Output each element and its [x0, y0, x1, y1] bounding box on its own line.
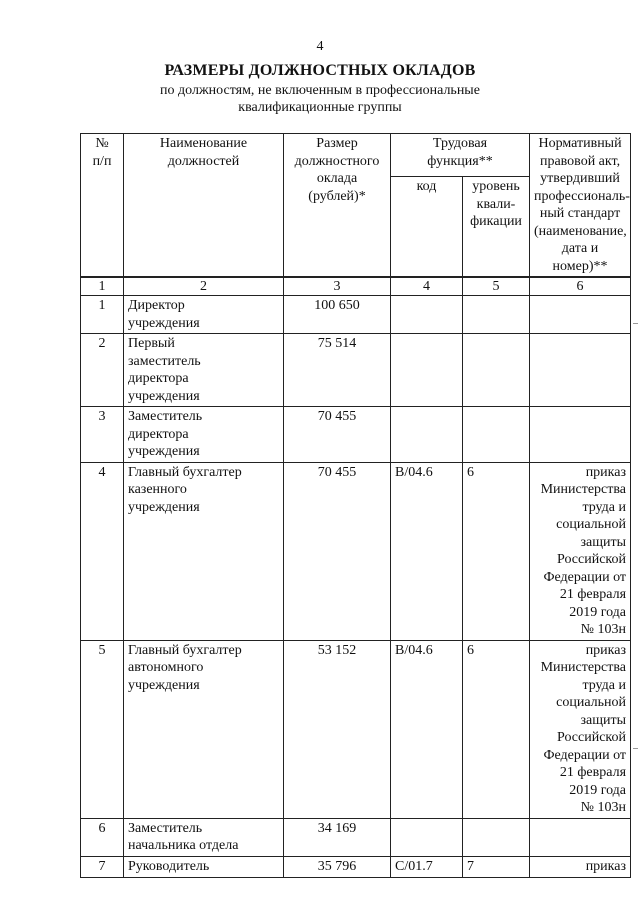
header-num [81, 134, 124, 278]
normative-act [530, 296, 631, 334]
cell-line: приказ [585, 858, 627, 874]
cell-line: защиты [580, 534, 627, 550]
header-labor-function [391, 134, 530, 177]
row-number: 1 [81, 296, 124, 334]
cell-line: Главный бухгалтер [128, 464, 242, 480]
cell-line: 21 февраля [559, 587, 627, 602]
normative-act [530, 818, 631, 856]
table-row [81, 818, 631, 856]
cell-line: квали- [476, 196, 516, 212]
cell-line: приказ [585, 464, 627, 480]
margin-mark [633, 748, 638, 749]
salary-value: 70 455 [284, 407, 391, 463]
qualification-level [463, 296, 530, 334]
header-normative-act [530, 134, 631, 278]
cell-line: учреждения [128, 388, 200, 404]
position-name [124, 640, 284, 818]
normative-act [530, 856, 631, 877]
position-name [124, 462, 284, 640]
function-code [391, 334, 463, 407]
cell-line: учреждения [128, 444, 200, 459]
table-row [81, 334, 631, 407]
column-number-row [81, 277, 631, 296]
row-number: 4 [81, 462, 124, 640]
cell-line: Российской [557, 552, 627, 567]
col-number: 6 [530, 277, 631, 296]
header-name [124, 134, 284, 278]
cell-line: труда и [582, 499, 627, 515]
cell-line: казенного [128, 482, 187, 497]
qualification-level [463, 818, 530, 856]
cell-line: Размер [316, 136, 358, 151]
cell-line: (рублей)* [308, 188, 366, 204]
cell-line: Федерации от [543, 747, 627, 763]
cell-line: труда и [582, 677, 627, 693]
cell-line: заместитель [128, 353, 201, 369]
col-number: 2 [124, 277, 284, 296]
subtitle-line-1: по должностям, не включенным в профессиональные [160, 83, 480, 98]
salary-value: 34 169 [284, 818, 391, 856]
position-name [124, 407, 284, 463]
salary-value: 70 455 [284, 462, 391, 640]
position-name [124, 334, 284, 407]
cell-line: 2019 года [569, 604, 627, 620]
cell-line: функция** [427, 153, 493, 169]
col-number: 4 [391, 277, 463, 296]
normative-act [530, 334, 631, 407]
cell-line: Трудовая [432, 136, 488, 151]
table-row [81, 296, 631, 334]
page-number: 4 [316, 39, 324, 54]
position-name [124, 818, 284, 856]
salary-value: 75 514 [284, 334, 391, 407]
cell-line: № 103н [580, 800, 627, 815]
cell-line: п/п [92, 153, 112, 169]
normative-act [530, 640, 631, 818]
position-name [124, 296, 284, 334]
col-number: 3 [284, 277, 391, 296]
table-row [81, 407, 631, 463]
cell-line: Министерства [540, 660, 627, 675]
subtitle-line-2: квалификационные группы [238, 100, 402, 115]
cell-line: Наименование [159, 136, 248, 151]
row-number: 6 [81, 818, 124, 856]
table-row [81, 462, 631, 640]
cell-line: учреждения [128, 499, 200, 515]
cell-line: социальной [556, 695, 627, 710]
cell-line: № 103н [580, 622, 627, 637]
normative-act [530, 462, 631, 640]
function-code [391, 818, 463, 856]
cell-line: 21 февраля [559, 765, 627, 780]
position-name [124, 856, 284, 877]
table-row [81, 640, 631, 818]
cell-line: профессиональ- [534, 188, 630, 204]
function-code: В/04.6 [391, 462, 463, 640]
cell-line: директора [128, 371, 189, 386]
cell-line: (наименование, [534, 223, 627, 239]
cell-line: № [95, 136, 109, 151]
cell-line: учреждения [128, 677, 200, 693]
cell-line: Главный бухгалтер [128, 642, 242, 658]
salary-value: 35 796 [284, 856, 391, 877]
cell-line: правовой акт, [539, 153, 621, 169]
row-number: 7 [81, 856, 124, 877]
qualification-level: 7 [463, 856, 530, 877]
function-code: С/01.7 [391, 856, 463, 877]
cell-line: Первый [128, 336, 175, 351]
header-salary [284, 134, 391, 278]
table-row [81, 856, 631, 877]
cell-line: Руководитель [128, 858, 210, 874]
header-level [463, 177, 530, 277]
function-code [391, 407, 463, 463]
cell-line: дата и номер)** [552, 241, 608, 274]
cell-line: Министерства [540, 482, 627, 497]
cell-line: Директор [128, 298, 185, 313]
cell-line: Нормативный [538, 136, 622, 151]
col-number: 5 [463, 277, 530, 296]
header-code: код [391, 177, 463, 277]
qualification-level [463, 334, 530, 407]
page-title: РАЗМЕРЫ ДОЛЖНОСТНЫХ ОКЛАДОВ [164, 62, 476, 79]
row-number: 5 [81, 640, 124, 818]
cell-line: оклада [316, 171, 358, 186]
cell-line: приказ [585, 642, 627, 658]
margin-mark [633, 323, 638, 324]
cell-line: социальной [556, 517, 627, 532]
cell-line: Федерации от [543, 569, 627, 585]
cell-line: учреждения [128, 315, 200, 331]
salary-value: 100 650 [284, 296, 391, 334]
cell-line: должностного [294, 153, 380, 169]
col-number: 1 [81, 277, 124, 296]
normative-act [530, 407, 631, 463]
cell-line: директора [128, 426, 189, 442]
cell-line: уровень [472, 179, 520, 195]
cell-line: Заместитель [128, 409, 203, 424]
cell-line: фикации [470, 214, 522, 230]
function-code [391, 296, 463, 334]
cell-line: ный стандарт [539, 206, 621, 221]
cell-line: защиты [580, 712, 627, 728]
cell-line: утвердивший [540, 171, 620, 186]
qualification-level: 6 [463, 640, 530, 818]
salary-table [80, 133, 631, 878]
cell-line: начальника отдела [128, 838, 239, 853]
cell-line: должностей [167, 153, 240, 169]
cell-line: Заместитель [128, 820, 203, 836]
row-number: 2 [81, 334, 124, 407]
cell-line: автономного [128, 660, 204, 675]
cell-line: Российской [557, 730, 627, 745]
salary-value: 53 152 [284, 640, 391, 818]
cell-line: 2019 года [569, 782, 627, 798]
header-row-1 [81, 134, 631, 177]
row-number: 3 [81, 407, 124, 463]
qualification-level: 6 [463, 462, 530, 640]
page-subtitle [0, 82, 640, 116]
function-code: В/04.6 [391, 640, 463, 818]
qualification-level [463, 407, 530, 463]
